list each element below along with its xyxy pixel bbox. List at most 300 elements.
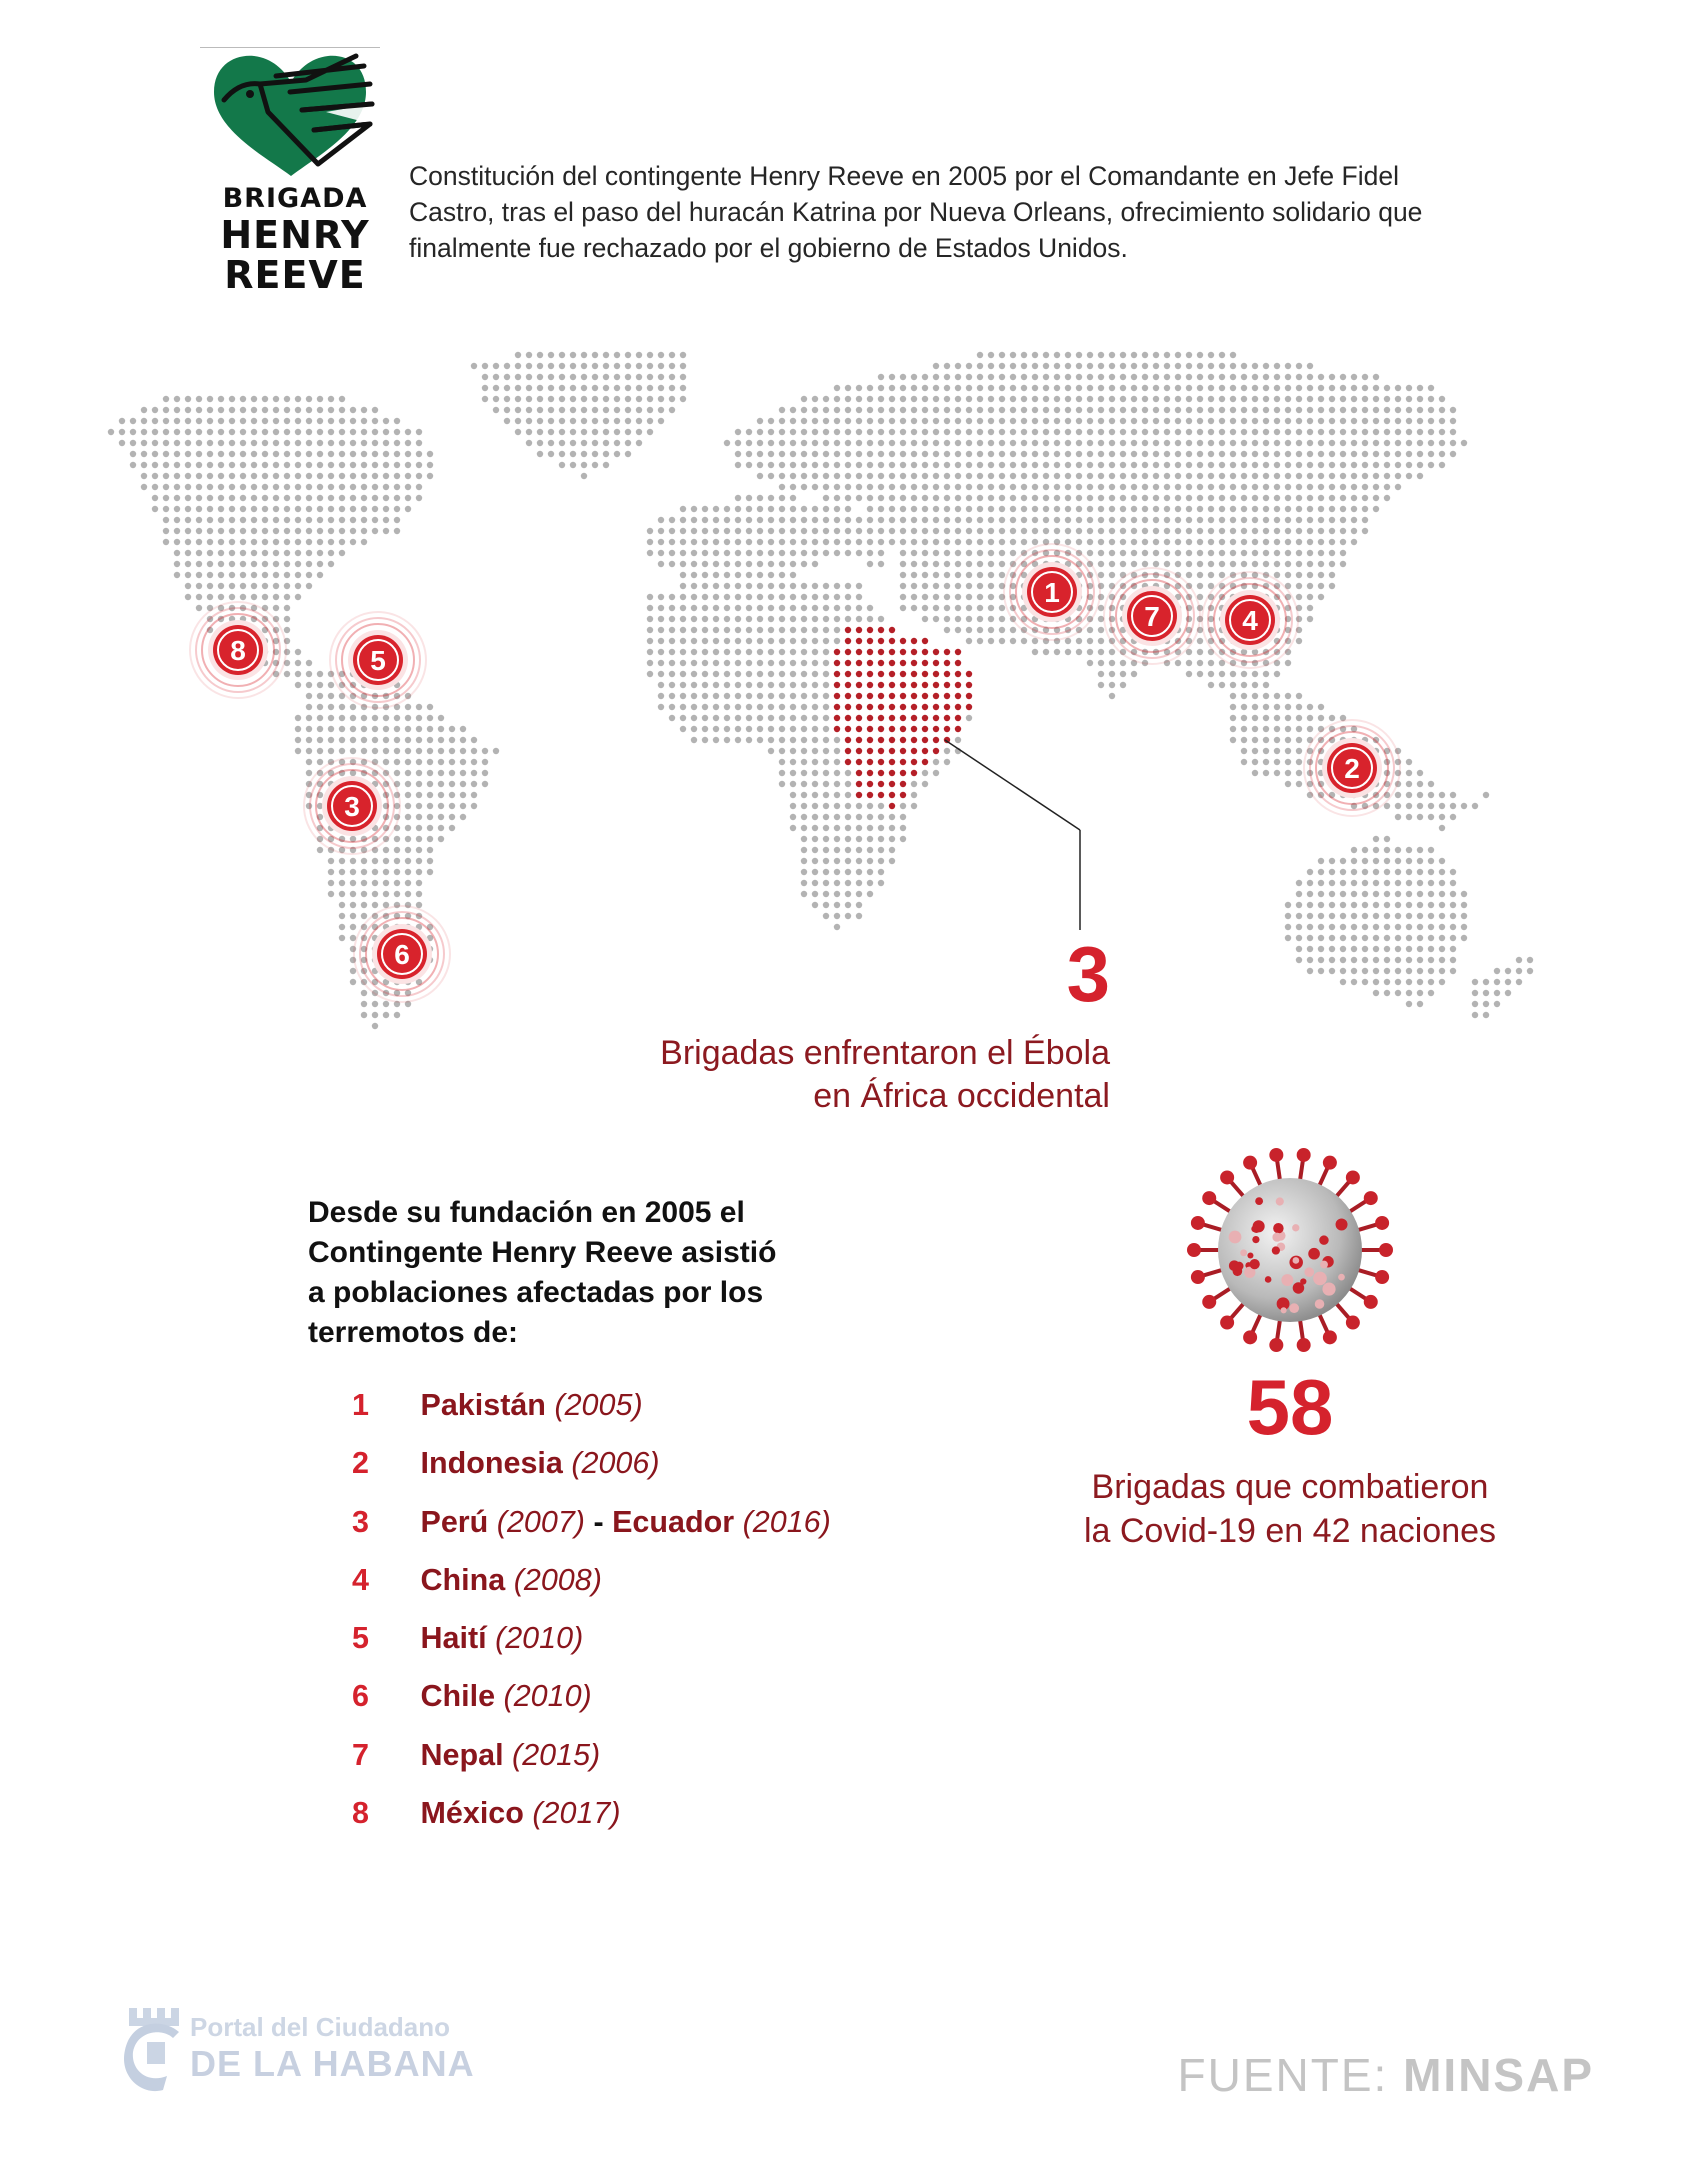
map-dot (1428, 803, 1434, 809)
map-dot (1164, 561, 1170, 567)
map-dot (1109, 561, 1115, 567)
map-dot (240, 440, 246, 446)
map-dot (1153, 506, 1159, 512)
map-dot (559, 385, 565, 391)
map-dot (889, 814, 895, 820)
map-dot (196, 583, 202, 589)
map-dot (185, 506, 191, 512)
map-dot (1351, 968, 1357, 974)
map-dot (548, 396, 554, 402)
map-dot (1527, 957, 1533, 963)
map-dot (240, 528, 246, 534)
map-dot (1340, 979, 1346, 985)
map-dot (1395, 407, 1401, 413)
map-dot (1065, 363, 1071, 369)
map-dot (383, 440, 389, 446)
map-dot (823, 583, 829, 589)
map-dot (460, 770, 466, 776)
map-dot (834, 506, 840, 512)
map-dot (317, 561, 323, 567)
map-dot (1439, 880, 1445, 886)
map-dot (339, 451, 345, 457)
map-dot (680, 682, 686, 688)
map-dot (1197, 572, 1203, 578)
map-dot (834, 539, 840, 545)
map-dot (1252, 737, 1258, 743)
map-dot (988, 418, 994, 424)
map-dot (1516, 979, 1522, 985)
covid-brigades-number: 58 (1246, 1363, 1334, 1451)
map-dot (339, 418, 345, 424)
map-dot (834, 693, 840, 699)
map-dot (284, 407, 290, 413)
map-dot (966, 583, 972, 589)
map-dot (1252, 418, 1258, 424)
map-dot (966, 429, 972, 435)
map-dot (966, 462, 972, 468)
map-dot (669, 561, 675, 567)
map-dot (1230, 528, 1236, 534)
map-dot (955, 429, 961, 435)
map-dot (1219, 506, 1225, 512)
map-dot (801, 638, 807, 644)
map-dot (262, 451, 268, 457)
map-dot (1285, 396, 1291, 402)
map-dot (933, 561, 939, 567)
map-dot (262, 473, 268, 479)
map-dot (955, 704, 961, 710)
map-dot (746, 693, 752, 699)
map-dot (438, 836, 444, 842)
map-dot (702, 583, 708, 589)
map-dot (724, 682, 730, 688)
map-dot (1439, 396, 1445, 402)
map-dot (1186, 385, 1192, 391)
map-dot (1109, 660, 1115, 666)
map-dot (812, 418, 818, 424)
map-dot (1164, 363, 1170, 369)
map-dot (988, 484, 994, 490)
map-dot (691, 638, 697, 644)
map-dot (1208, 550, 1214, 556)
map-dot (1384, 990, 1390, 996)
map-dot (1021, 517, 1027, 523)
map-dot (955, 594, 961, 600)
map-dot (922, 440, 928, 446)
map-dot (1175, 473, 1181, 479)
map-dot (955, 715, 961, 721)
map-dot (339, 913, 345, 919)
map-dot (823, 484, 829, 490)
map-dot (1120, 440, 1126, 446)
map-dot (1131, 352, 1137, 358)
map-dot (878, 847, 884, 853)
map-dot (834, 726, 840, 732)
map-dot (1043, 352, 1049, 358)
item-number: 1 (352, 1388, 369, 1422)
map-dot (1362, 396, 1368, 402)
map-dot (438, 825, 444, 831)
map-dot (801, 462, 807, 468)
map-dot (1274, 363, 1280, 369)
map-dot (383, 715, 389, 721)
map-dot (1384, 462, 1390, 468)
map-dot (328, 715, 334, 721)
map-dot (1417, 891, 1423, 897)
map-dot (1098, 539, 1104, 545)
map-dot (1395, 792, 1401, 798)
map-dot (1010, 385, 1016, 391)
heart-hands-logo-icon (206, 52, 376, 180)
map-dot (1362, 847, 1368, 853)
map-dot (1307, 528, 1313, 534)
map-dot (779, 605, 785, 611)
map-dot (1318, 583, 1324, 589)
map-dot (504, 363, 510, 369)
map-dot (1241, 671, 1247, 677)
map-dot (878, 429, 884, 435)
map-dot (1208, 385, 1214, 391)
map-dot (152, 462, 158, 468)
map-dot (845, 913, 851, 919)
map-dot (284, 484, 290, 490)
map-dot (1098, 363, 1104, 369)
map-dot (1406, 913, 1412, 919)
map-dot (1395, 803, 1401, 809)
map-dot (999, 451, 1005, 457)
map-dot (757, 440, 763, 446)
map-dot (977, 440, 983, 446)
portal-tower-logo-icon (123, 2004, 185, 2094)
map-dot (834, 605, 840, 611)
map-dot (856, 517, 862, 523)
map-dot (1252, 770, 1258, 776)
map-dot (636, 396, 642, 402)
map-dot (790, 825, 796, 831)
map-dot (779, 660, 785, 666)
map-dot (1384, 473, 1390, 479)
map-dot (889, 440, 895, 446)
map-dot (757, 506, 763, 512)
map-dot (1241, 506, 1247, 512)
map-dot (933, 462, 939, 468)
map-dot (1263, 737, 1269, 743)
map-dot (130, 418, 136, 424)
map-dot (1186, 561, 1192, 567)
map-dot (1285, 495, 1291, 501)
map-dot (361, 902, 367, 908)
map-dot (1208, 451, 1214, 457)
map-dot (1175, 451, 1181, 457)
map-dot (1384, 440, 1390, 446)
map-dot (779, 506, 785, 512)
map-dot (856, 847, 862, 853)
map-dot (977, 506, 983, 512)
map-dot (339, 748, 345, 754)
map-dot (999, 605, 1005, 611)
map-dot (196, 572, 202, 578)
map-dot (724, 627, 730, 633)
map-dot (295, 671, 301, 677)
map-dot (1208, 539, 1214, 545)
map-dot (306, 572, 312, 578)
map-dot (328, 539, 334, 545)
map-dot (878, 517, 884, 523)
logo-divider (200, 47, 380, 48)
map-dot (1131, 396, 1137, 402)
map-dot (768, 660, 774, 666)
map-dot (1120, 550, 1126, 556)
map-dot (603, 363, 609, 369)
map-dot (801, 792, 807, 798)
map-dot (977, 495, 983, 501)
map-dot (141, 407, 147, 413)
map-dot (207, 583, 213, 589)
map-dot (845, 770, 851, 776)
map-dot (922, 451, 928, 457)
map-dot (1296, 902, 1302, 908)
map-dot (999, 528, 1005, 534)
map-dot (1219, 671, 1225, 677)
map-dot (1450, 451, 1456, 457)
map-dot (790, 517, 796, 523)
map-dot (1043, 374, 1049, 380)
map-dot (196, 462, 202, 468)
map-dot (790, 693, 796, 699)
map-dot (251, 594, 257, 600)
map-dot (1208, 473, 1214, 479)
map-dot (955, 583, 961, 589)
map-dot (372, 726, 378, 732)
map-dot (724, 539, 730, 545)
map-dot (1307, 583, 1313, 589)
item-year: (2010) (495, 1621, 584, 1656)
map-dot (911, 462, 917, 468)
map-dot (1175, 385, 1181, 391)
map-dot (1252, 561, 1258, 567)
map-dot (999, 550, 1005, 556)
map-dot (1087, 440, 1093, 446)
map-dot (801, 660, 807, 666)
map-dot (1285, 726, 1291, 732)
map-dot (1208, 660, 1214, 666)
map-dot (658, 363, 664, 369)
map-dot (790, 572, 796, 578)
map-dot (1098, 451, 1104, 457)
map-dot (702, 704, 708, 710)
map-dot (878, 825, 884, 831)
map-dot (790, 649, 796, 655)
map-dot (823, 638, 829, 644)
map-dot (295, 429, 301, 435)
map-marker-label: 6 (394, 939, 410, 970)
map-dot (405, 814, 411, 820)
map-dot (460, 803, 466, 809)
map-dot (735, 715, 741, 721)
ebola-text-line2: en África occidental (813, 1077, 1110, 1115)
map-dot (911, 781, 917, 787)
map-dot (779, 418, 785, 424)
map-dot (306, 561, 312, 567)
map-dot (834, 583, 840, 589)
map-dot (1241, 440, 1247, 446)
map-dot (1406, 792, 1412, 798)
map-dot (889, 825, 895, 831)
map-dot (867, 891, 873, 897)
map-dot (1241, 517, 1247, 523)
map-dot (240, 495, 246, 501)
map-dot (1329, 473, 1335, 479)
map-dot (1439, 440, 1445, 446)
map-dot (746, 682, 752, 688)
map-dot (944, 649, 950, 655)
map-dot (174, 440, 180, 446)
map-dot (1274, 462, 1280, 468)
map-dot (625, 352, 631, 358)
map-dot (229, 528, 235, 534)
map-dot (845, 847, 851, 853)
map-dot (823, 748, 829, 754)
map-dot (251, 539, 257, 545)
map-dot (537, 451, 543, 457)
map-dot (845, 825, 851, 831)
map-dot (1318, 902, 1324, 908)
map-dot (1021, 528, 1027, 534)
map-dot (1241, 726, 1247, 732)
map-dot (1098, 506, 1104, 512)
map-dot (801, 473, 807, 479)
map-dot (680, 583, 686, 589)
map-dot (1527, 968, 1533, 974)
map-dot (1054, 407, 1060, 413)
map-dot (1439, 858, 1445, 864)
map-dot (1142, 484, 1148, 490)
map-dot (801, 517, 807, 523)
map-dot (1175, 660, 1181, 666)
map-dot (1329, 935, 1335, 941)
map-dot (878, 638, 884, 644)
map-dot (317, 440, 323, 446)
map-dot (1351, 880, 1357, 886)
map-dot (174, 550, 180, 556)
map-dot (1219, 363, 1225, 369)
map-dot (1065, 407, 1071, 413)
map-dot (1296, 770, 1302, 776)
map-dot (1197, 407, 1203, 413)
map-dot (1483, 792, 1489, 798)
map-dot (790, 539, 796, 545)
map-dot (944, 429, 950, 435)
map-dot (724, 605, 730, 611)
map-dot (416, 462, 422, 468)
map-dot (834, 770, 840, 776)
map-marker-label: 2 (1344, 753, 1360, 784)
map-dot (845, 407, 851, 413)
map-dot (339, 924, 345, 930)
map-dot (867, 759, 873, 765)
map-dot (889, 671, 895, 677)
map-dot (1252, 539, 1258, 545)
map-dot (592, 429, 598, 435)
map-dot (1318, 473, 1324, 479)
map-dot (834, 451, 840, 457)
map-dot (1307, 891, 1313, 897)
map-dot (724, 660, 730, 666)
map-dot (1032, 429, 1038, 435)
map-dot (361, 539, 367, 545)
map-dot (328, 484, 334, 490)
map-dot (977, 517, 983, 523)
map-dot (1274, 473, 1280, 479)
map-dot (1164, 418, 1170, 424)
map-dot (889, 693, 895, 699)
map-dot (317, 506, 323, 512)
map-dot (174, 495, 180, 501)
map-dot (339, 715, 345, 721)
map-dot (1351, 517, 1357, 523)
map-dot (163, 429, 169, 435)
map-dot (724, 583, 730, 589)
map-dot (1450, 869, 1456, 875)
map-dot (889, 385, 895, 391)
map-dot (900, 506, 906, 512)
item-number: 7 (352, 1737, 369, 1772)
map-dot (460, 726, 466, 732)
map-dot (262, 539, 268, 545)
map-dot (878, 473, 884, 479)
map-dot (1142, 374, 1148, 380)
map-dot (1307, 451, 1313, 457)
map-dot (1109, 506, 1115, 512)
map-dot (1384, 495, 1390, 501)
map-dot (339, 880, 345, 886)
map-dot (416, 770, 422, 776)
map-dot (823, 517, 829, 523)
map-dot (339, 440, 345, 446)
map-dot (372, 880, 378, 886)
map-dot (284, 451, 290, 457)
map-dot (801, 814, 807, 820)
map-dot (999, 484, 1005, 490)
map-dot (262, 484, 268, 490)
map-dot (416, 440, 422, 446)
map-dot (295, 660, 301, 666)
map-dot (603, 396, 609, 402)
map-dot (812, 748, 818, 754)
map-dot (1285, 770, 1291, 776)
map-dot (1307, 968, 1313, 974)
map-dot (1351, 924, 1357, 930)
map-dot (1351, 539, 1357, 545)
map-dot (416, 495, 422, 501)
item-country: Perú (420, 1504, 489, 1539)
map-dot (1087, 539, 1093, 545)
map-dot (1373, 462, 1379, 468)
map-dot (647, 649, 653, 655)
map-dot (361, 880, 367, 886)
map-dot (1285, 506, 1291, 512)
map-dot (1395, 484, 1401, 490)
map-dot (856, 803, 862, 809)
map-dot (361, 726, 367, 732)
map-dot (1197, 451, 1203, 457)
map-dot (1296, 484, 1302, 490)
map-dot (570, 385, 576, 391)
item-number: 2 (352, 1446, 369, 1481)
map-dot (416, 484, 422, 490)
map-dot (1065, 649, 1071, 655)
map-dot (768, 682, 774, 688)
